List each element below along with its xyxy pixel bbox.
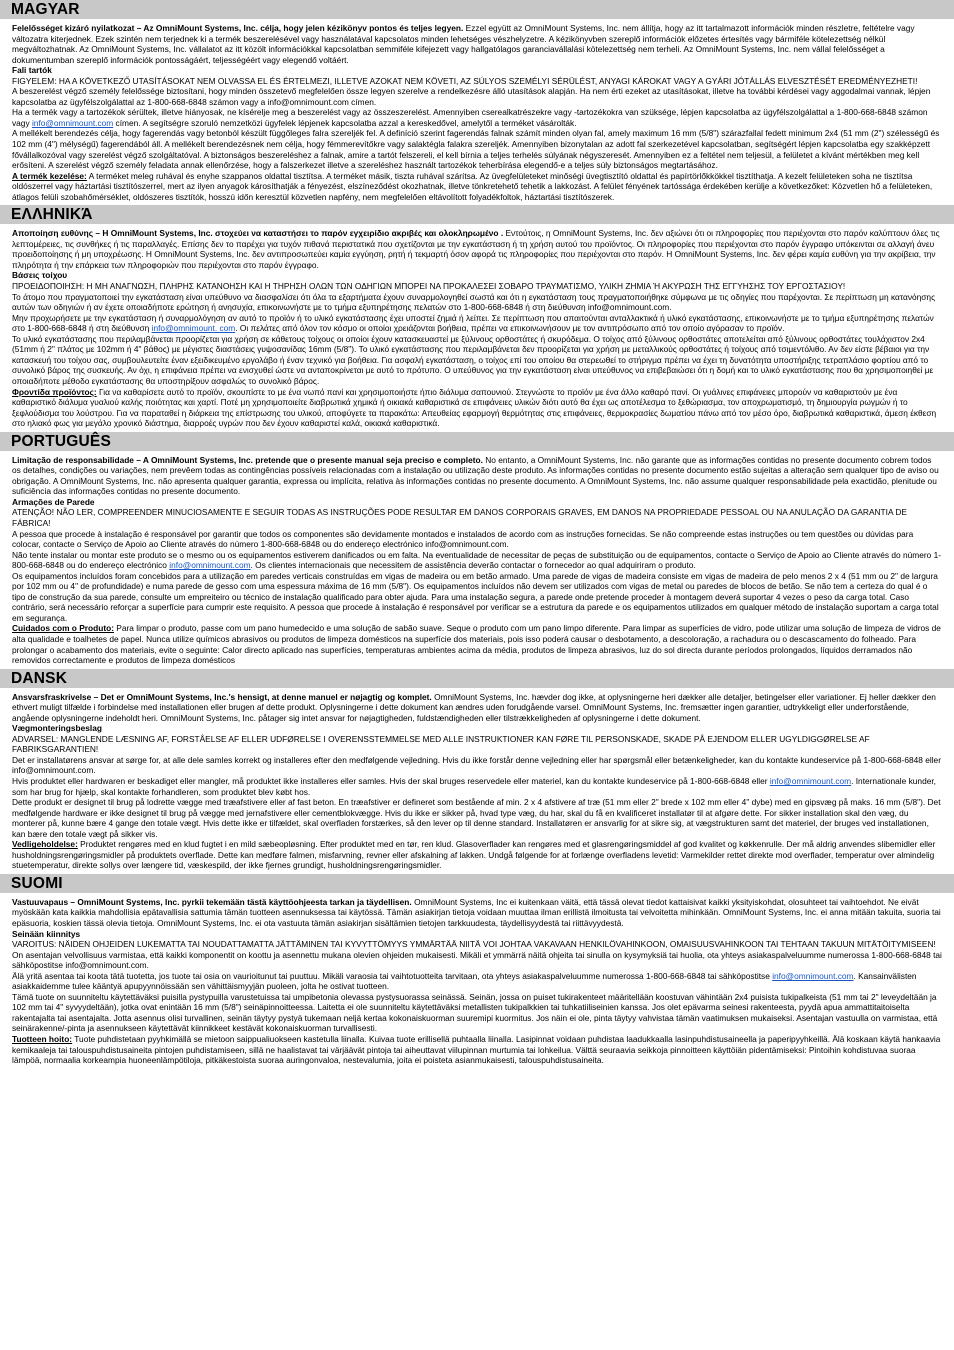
- warning-text: ΠΡΟΕΙΔΟΠΟΙΗΣΗ: Η ΜΗ ΑΝΑΓΝΩΣΗ, ΠΛΗΡΗΣ ΚΑΤΑΝΟΗΣΗ ΚΑΙ Η ΤΗΡΗΣΗ ΟΛΩΝ ΤΩΝ ΟΔΗΓΙΩΝ ΜΠΟΡΕΙ ΝΑ ΠΡΟΚΑΛΕΣΕΙ ΣΟΒΑΡΟ ΤΡΑΥΜΑΤΙΣΜΟ, ΥΛΙΚΗ ΖΗΜΙΑ Ή ΑΚΥΡΩΣΗ ΤΗΣ ΕΓΓΥΗΣΗΣ ΤΟΥ ΕΡΓΟΣΤΑΣΙΟΥ!: [12, 281, 846, 292]
- disclaimer-heading: Αποποίηση ευθύνης – Η OmniMount Systems, Inc. στοχεύει να καταστήσει το παρόν εγχειρίδιο ακριβές και ολοκληρωμένο .: [12, 228, 504, 239]
- section-portugues: [0, 432, 954, 669]
- section-header: DANSK: [0, 669, 954, 688]
- warning-text: VAROITUS: NÄIDEN OHJEIDEN LUKEMATTA TAI NOUDATTAMATTA JÄTTÄMINEN TAI KYVYTTÖMYYS YMMÄRTÄÄ NIITÄ VOI JOHTAA VAKAVAAN HENKILÖVAHINKOON, OMAISUUSVAHINKOON TAI TEHTAAN TAKUUN MITÄTÖITYMISEEN!: [12, 939, 936, 950]
- mount-heading: Fali tartók: [12, 65, 52, 76]
- disclaimer-text: OmniMount Systems, Inc. hævder dog ikke, at oplysningerne heri dækker alle detaljer, betingelser eller variationer. Ej heller dækker den ethvert muligt tilfælde i forbindelse med installationen eller brugen af dette produkt. Oplysningerne i dette dokument kan ændres uden forudgående varsel. OmniMount Systems, Inc. fremsætter ingen garantier, udtrykkeligt eller underforstående, angående oplysningerne indeholdt heri. OmniMount Systems, Inc. påtager sig intet ansvar for nøjagtigheden, fuldstændigheden eller tilstrækkeligheden af oplysningerne i dette dokument.: [12, 691, 936, 723]
- warning-text: FIGYELEM: HA A KÖVETKEZŐ UTASÍTÁSOKAT NEM OLVASSA EL ÉS ÉRTELMEZI, ILLETVE AZOKAT NEM KÖVETI, AZ SÚLYOS SZEMÉLYI SÉRÜLÉST, ANYAGI KÁROKAT VAGY A GYÁRI JÓTÁLLÁS ELVESZTÉSÉT EREDMÉNYEZHETI!: [12, 75, 918, 86]
- section-body: [0, 451, 954, 669]
- section-body: [0, 688, 954, 874]
- care-paragraph: Vedligeholdelse: Produktet rengøres med en klud fugtet i en mild sæbeopløsning. Efter produktet med en tør, ren klud. Glasoverflader kan rengøres med et glasrengøringsmiddel af god kvalitet og køkkenrulle. Der må aldrig anvendes slibemidler eller husholdningsrengøringsmidler på produktets overflade. Dette kan medføre falmen, misfarvning, revner eller afskalning af lakken. Undgå følgende for at forlænge overfladens levetid: Varmekilder rettet direkte mod overflader, temperatur over almindelig stuetemperatur, direkte sollys over længere tid, væskespild, der ikke fjernes grundigt, husholdningsrengøringsmidler.: [12, 839, 936, 871]
- installer-paragraph: A pessoa que procede à instalação é responsável por garantir que todos os componentes são devidamente montados e instalados de acordo com as instruções fornecidas. Se não compreende estas instruções ou tem questões ou dúvidas para colocar, contacte o Serviço de Apoio ao Cliente através do número 1-800-668-6848 ou do endereço electrónico info@omnimount.com.: [12, 528, 914, 550]
- damaged-parts-paragraph: Não tente instalar ou montar este produto se o mesmo ou os equipamentos estiverem danificados ou em falta. Na eventualidade de necessitar de peças de substituição ou de equipamentos, contacte o Serviço de Apoio ao Cliente através do número 1-800-668-6848 ou do endereço electrónico info@omnimount.com. Os clientes internacionais que necessitem de assistência deverão contactar o fornecedor ao qual adquiriram o produto.: [12, 549, 942, 571]
- section-dansk: [0, 669, 954, 874]
- damaged-parts-paragraph: Hvis produktet eller hardwaren er beskadiget eller mangler, må produktet ikke installeres eller samles. Hvis der skal bruges reservedele eller materiel, kan du kontakte kundeservice på 1-800-668-6848 eller info@omnimount.com. Internationale kunder, som har brug for hjælp, skal kontakte forhandleren, som produktet blev købt hos.: [12, 776, 936, 797]
- care-paragraph: A termék kezelése: A terméket meleg ruhával és enyhe szappanos oldattal tisztítsa. A terméket másik, tiszta ruhával szárítsa. Az üvegfelületeket minőségi üvegtisztító oldattal és papírtörlőkkökkel tisztíthatja. A kezelt felületeken soha ne tisztítsa oldószerrel vagy háztartási tisztítószerrel, mert az ilyen anyagok károsíthatják a fényezést, elszíneződést okozhatnak, illetve tönkretehető tehetik a lakkozást. A felület fényének tartóssága érdekében kerülje a következőket: Közvetlen hő a felületeken, átlagos felüli szobahőmérséklet, oldószeres tisztítók, hosszú időn keresztül közvetlen napfény, nem megfelelően eltávolított folyadékfoltok, háztartási tisztítószerek.: [12, 170, 933, 202]
- disclaimer-text: OmniMount Systems, Inc ei kuitenkaan väitä, että tässä olevat tiedot kattaisivat kaikki yksityiskohdat, olosuhteet tai vaihtoehdot. Ne eivät myöskään kata kaikkia mahdollisia epätavallisia sattumia tämän tuotteen asennuksessa tai käytössä. Tämän asiakirjan tietoja voidaan muuttaa ilman erillistä ilmoitusta tai velvoitetta mihinkään. OmniMount Systems, Inc. ei anna mitään takuita, suoria tai epäsuoria, koskien tässä olevia tietoja. OmniMount Systems, Inc. ei ota vastuuta tämän asiakirjan sisältämien tietojen tarkkuudesta, täydellisyydestä tai riittävyydestä.: [12, 896, 941, 929]
- warning-text: ATENÇÃO! NÃO LER, COMPREENDER MINUCIOSAMENTE E SEGUIR TODAS AS INSTRUÇÕES PODE RESULTAR EM DANOS CORPORAIS GRAVES, EM DANOS NA PROPRIEDADE PESSOAL OU NA ANULAÇÃO DA GARANTIA DE FÁBRICA!: [12, 507, 907, 528]
- disclaimer-heading: Limitação de responsabilidade – A OmniMount Systems, Inc. pretende que o presente manual seja preciso e completo.: [12, 454, 483, 465]
- section-header: PORTUGUÊS: [0, 432, 954, 451]
- care-heading: Vedligeholdelse:: [12, 839, 78, 850]
- disclaimer-heading: Vastuuvapaus – OmniMount Systems, Inc. pyrkii tekemään tästä käyttöohjeesta tarkan ja täydellisen.: [12, 896, 412, 907]
- installer-paragraph: On asentajan velvollisuus varmistaa, että kaikki komponentit on koottu ja asennettu mukana olevien ohjeiden mukaisesti. Mikäli et ymmärrä näitä ohjeita tai sinulla on kysymyksiä tai huolia, ota yhteys asiakaspalveluumme numerossa 1-800-668-6848 tai sähköpostitse info@omnimount.com.: [12, 949, 942, 971]
- disclaimer-text: Εντούτοις, η OmniMount Systems, Inc. δεν αξιώνει ότι οι πληροφορίες που περιέχονται στο παρόν καλύπτουν όλες τις λεπτομέρειες, τις συνθήκες ή τις παραλλαγές. Επίσης δεν το παρέχει για τυχόν πιθανά περιστατικά που σχετίζονται με την εγκατάσταση ή τη χρήση αυτού του προϊόντος. Οι πληροφορίες που περιέχονται στο παρόν έγγραφο υπόκεινται σε αλλαγή άνευ προειδοποίησης ή μη υποχρέωσης. Η OmniMount Systems, Inc. δεν αντιπροσωπεύει καμία εγγύηση, ρητή ή τεκμαρτή όσον αφορά τις πληροφορίες που περιέχονται στο παρόν. Η OmniMount Systems, Inc. δεν φέρει καμία ευθύνη για την ακρίβεια, την πληρότητα ή την επάρκεια των πληροφοριών που περιέχονται στο παρόν έγγραφο.: [12, 228, 940, 270]
- installer-paragraph: Det er installatørens ansvar at sørge for, at alle dele samles korrekt og installeres efter den medfølgende vejledning. Hvis du ikke forstår denne vejledning eller har spørgsmål eller betænkeligheder, kan du kontakte kundeservice på 1-800-668-6848 eller info@omnimount.com.: [12, 754, 941, 776]
- email-link[interactable]: info@omnimount.com: [772, 970, 854, 981]
- disclaimer-text: Ezzel együtt az OmniMount Systems, Inc. nem állítja, hogy az itt tartalmazott információk minden részletre, feltételre vagy változatra kiterjednek. Ezek szintén nem terjednek ki a termék beszerelésével vagy használatával kapcsolatos minden lehetséges vészhelyzetre. A kézikönyvben szereplő információk előzetes értesítés vagy bármiféle kötelezettség nélkül megváltozhatnak. Az OmniMount Systems, Inc. vállalatot az itt közölt információkkal kapcsolatban semmiféle kifejezett vagy hallgatólagos garanciavállalási kötelezettség nem terheli. Az OmniMount Systems, Inc. nem vállal felelősséget a dokumentumban szereplő információk pontosságáért, teljességéért vagy elegendő voltáért.: [12, 23, 915, 65]
- damaged-parts-paragraph: Μην προχωρήσετε με την εγκατάσταση ή συναρμολόγηση αν αυτό το προϊόν ή το υλικό εγκατάστασης έχει υποστεί ζημιά ή λείπει. Σε περίπτωση που απαιτούνται ανταλλακτικά ή υλικό εγκατάστασης, επικοινωνήστε με το τμήμα εξυπηρέτησης πελατών στο 1-800-668-6848 ή στη διεύθυνση info@omnimount. com. Οι πελάτες από όλον τον κόσμο οι οποίοι χρειάζονται βοήθεια, πρέπει να επικοινωνήσουν με τον αντιπρόσωπο από τον οποίο αγόρασαν το προϊόν.: [12, 312, 934, 334]
- disclaimer-paragraph: [12, 455, 942, 497]
- disclaimer-heading: Ansvarsfraskrivelse – Det er OmniMount Systems, Inc.'s hensigt, at denne manuel er nøjagtig og komplet.: [12, 691, 432, 702]
- damaged-parts-paragraph: Älä yritä asentaa tai koota tätä tuotetta, jos tuote tai osia on vaurioitunut tai puuttuu. Mikäli varaosia tai vaihtotuotteita tarvitaan, ota yhteys asiakaspalveluumme numerossa 1-800-668-6848 tai sähköpostitse info@omnimount.com. Kansainvälisten asiakkaidemme tulee kääntyä apupyynnöissään sen vähittäismyyjän puoleen, jolta he ostivat tuotteen.: [12, 970, 917, 992]
- wall-type-paragraph: Os equipamentos incluídos foram concebidos para a utilização em paredes verticais construídas em vigas de madeira ou em betão armado. Uma parede de vigas de madeira consiste em vigas de madeira de pelo menos 2 x 4 (51 mm ou 2" de largura por 102 mm ou 4" de profundidade) e numa parede de gesso com uma espessura máxima de 16 mm (5/8"). Os equipamentos incluídos não devem ser utilizados com vigas de metal ou paredes de blocos de betão. Se não tem a certeza do qual é o tipo de construção da sua parede, consulte um empreiteiro ou técnico de instalação qualificado para obter ajuda. Para uma instalação segura, a parede onde pretende proceder à montagem deverá suportar 4 vezes o peso da carga total. Caso contrário, será necessário reforçar a superfície para cumprir este requisito. A pessoa que procede à instalação é responsável por verificar se a estrutura da parede e os equipamentos utilizados em qualquer método de instalação suportam a carga total em segurança.: [12, 570, 939, 623]
- mount-heading: Vægmonteringsbeslag: [12, 723, 102, 734]
- mount-heading: Armações de Parede: [12, 496, 95, 507]
- warning-text: ADVARSEL: MANGLENDE LÆSNING AF, FORSTÅELSE AF ELLER UDFØRELSE I OVERENSSTEMMELSE MED ALLE INSTRUKTIONER KAN FØRE TIL PERSONSKADE, SKADE PÅ EJENDOM ELLER UGYLDIGGØRELSE AF FABRIKSGARANTIEN!: [12, 733, 870, 755]
- care-paragraph: Cuidados com o Produto: Para limpar o produto, passe com um pano humedecido e uma solução de sabão suave. Seque o produto com um pano limpo diferente. Para limpar as superfícies de vidro, pode utilizar uma solução de limpeza de vidros de alta qualidade e toalhetes de papel. Nunca utilize químicos abrasivos ou produtos de limpeza domésticos na superfície dos materiais, pois isso poderá causar o desbotamento, a descoloração, a rachadura ou o descascamento do folheado. Para prolongar o acabamento dos materiais, evite o seguinte: Calor directo aplicado nas superfícies, temperaturas ambientes acima da média, produtos de limpeza abrasivos, luz do sol directa durante períodos prolongados, líquidos derramados não removidos correctamente e produtos de limpeza domésticos: [12, 623, 941, 666]
- care-heading: Cuidados com o Produto:: [12, 623, 114, 634]
- care-heading: Tuotteen hoito:: [12, 1034, 73, 1045]
- damaged-parts-paragraph: Ha a termék vagy a tartozékok sérültek, illetve hiányosak, ne kísérelje meg a beszerelést vagy az összeszerelést. Amennyiben cserealkatrészekre vagy -tartozékokra van szüksége, lépjen kapcsolatba az ügyfélszolgálattal a 1-800-668-6848 számon vagy info@omnimount.com címen. A segítségre szoruló nemzetközi ügyfelek lépjenek kapcsolatba azzal a kereskedővel, amelytől a terméket vásárolták.: [12, 107, 928, 128]
- disclaimer-paragraph: [12, 897, 942, 929]
- disclaimer-paragraph: [12, 228, 942, 270]
- email-link[interactable]: info@omnimount.com: [31, 117, 114, 128]
- care-heading: A termék kezelése:: [12, 170, 87, 181]
- disclaimer-heading: Felelősséget kizáró nyilatkozat – Az OmniMount Systems, Inc. célja, hogy jelen kézikönyv pontos és teljes legyen.: [12, 23, 464, 33]
- section-header: MAGYAR: [0, 0, 954, 19]
- wall-type-paragraph: Dette produkt er designet til brug på lodrette vægge med træafstivere eller af fast beton. En træafstiver er defineret som bestående af min. 2 x 4 afstivere af træ (51 mm eller 2" brede x 102 mm eller 4" dybe) med en gipsvæg på maks. 16 mm (5/8"). Det medfølgende hardware er ikke designet til brug på vægge med jernafstivere eller cementblokvægge. Hvis du ikke er sikker på, hvad type væg, du har, skal du få en kvalificeret installatør til at afgøre dette. For sikker installation skal den væg, du monterer på, kunne bære 4 gange den totale vægt. Hvis dette ikke er tilfældet, skal overfladen forstærkes, så den lever op til denne standard. Installatøren er ansvarlig for at sikre sig, at vægstrukturen samt det materiel, der bruges ved installationen, kan bære den totale vægt på sikker vis.: [12, 797, 941, 839]
- care-paragraph: Tuotteen hoito: Tuote puhdistetaan pyyhkimällä se mietoon saippualiuokseen kastetulla liinalla. Kuivaa tuote erillisellä puhtaalla liinalla. Lasipinnat voidaan puhdistaa laadukkaalla lasinpuhdistusaineella ja paperipyyhkeillä. Älä koskaan käytä hankaavia kemikaaleja tai talouspuhdistusaineita pintojen puhdistamiseen, sillä ne haalistavat tai värjäävät pintoja tai aiheuttavat viilupinnan murtumia tai lohkeilua. Välttä seuraavia seikkoja pinnoitteen käyttöiän pidentämiseksi: Pintoihin kohdistuvaa suoraa lämpöä, normaalia korkeampia huoneenlämpötiloja, pitkäkestoista suoraa auringonvaloa, nestevalumia, joita ei poisteta asianmukaisesti, talouspuhdistusaineita.: [12, 1034, 941, 1066]
- disclaimer-text: No entanto, a OmniMount Systems, Inc. não garante que as informações contidas no presente documento cobrem todos os detalhes, condições ou variações, nem prevêem todas as contingências possíveis relacionadas com a instalação ou utilização deste produto. As informações contidas no presente documento estão sujeitas a alteração sem qualquer tipo de aviso ou obrigação. A OmniMount Systems, Inc. não apresenta qualquer garantia, expressa ou implícita, relativa às informações contidas no presente documento. A OmniMount Systems, Inc. não assume qualquer responsabilidade pela exactidão, plenitude ou suficiência das informações contidas no presente documento.: [12, 454, 939, 497]
- mount-heading: Seinään kiinnitys: [12, 928, 81, 939]
- care-paragraph: Φροντίδα προϊόντος: Για να καθαρίσετε αυτό το προϊόν, σκουπίστε το με ένα νωπό πανί και χρησιμοποιήστε ήπιο διάλυμα σαπουνιού. Στεγνώστε το προϊόν με ένα άλλο καθαρό πανί. Οι γυάλινες επιφάνειες μπορούν να καθαριστούν με ένα καθαριστικό διάλυμα γυαλιού καλής ποιότητας και χαρτί. Ποτέ μη χρησιμοποιείτε διαβρωτικά χημικά ή οικιακά καθαριστικά σε επιφάνειες υλικών διότι αυτό θα έχει ως αποτέλεσμα το ξεθώριασμα, τον αποχρωματισμό, τη δημιουργία ρωγμών ή το ξεφλούδισμα του λούστρου. Για να παραταθεί η διάρκεια της επίστρωσης του υλικού, αποφύγετε τα παρακάτω: Απευθείας εφαρμογή θερμότητας στις επιφάνειες, θερμοκρασίες δωματίου πάνω από τον μέσο όρο, διαβρωτικά καθαριστικά, άμεση έκθεση στο ηλιακό φως για μεγάλο χρονικό διάστημα, διαρροές υγρών που δεν έχουν καθαριστεί καλά, οικιακά καθαριστικά.: [12, 386, 937, 429]
- section-suomi: [0, 874, 954, 1069]
- section-header: ΕΛΛΗΝΙΚΆ: [0, 205, 954, 224]
- installer-paragraph: Το άτομο που πραγματοποιεί την εγκατάσταση είναι υπεύθυνο να διασφαλίσει ότι όλα τα εξαρτήματα έχουν συναρμολογηθεί σωστά και ότι η εγκατάσταση τους πραγματοποιήθηκε σύμφωνα με τις οδηγίες που παρέχονται. Σε περίπτωση μη κατανόησης αυτών των οδηγιών ή αν έχετε οποιαδήποτε ερώτηση ή ανησυχία, επικοινωνήστε με το τμήμα εξυπηρέτησης πελατών στο 1-800-668-6848 ή στη διεύθυνση info@omnimount.com.: [12, 291, 936, 313]
- section-body: [0, 224, 954, 431]
- care-heading: Φροντίδα προϊόντος:: [12, 386, 97, 397]
- section-magyar: [0, 0, 954, 205]
- email-link[interactable]: info@omnimount.com: [769, 776, 852, 786]
- wall-type-paragraph: Tämä tuote on suunniteltu käytettäväksi puisilla pystypuilla varustetuissa tai umpibetonia olevassa pystysuorassa seinässä. Seinän, jossa on puiset tukirakenteet määritellään koostuvan vähintään 2x4 puisista tukipalkeista (51 mm tai 2" leveydeltään ja 102 mm tai 4" syvyydeltään), jotka ovat enintään 16 mm (5/8") seinäpinnoitteessa. Laitetta ei ole suunniteltu käytettäväksi metallisten tukipalkkien tai tuhkatiiliseinien kanssa. Jos olet epävarma seinesi rakenteesta, pyydä apua ammattitaitoiselta rakentajalta tai asentajalta. Jotta asennus olisi turvallinen, seinän täytyy pystyä tukemaan neljä kertaa kokonaiskuorman suuremipi kuormitus. Jos näin ei ole, pinta täytyy vahvistaa tämän vaatimuksen mukaiseksi. Asentajan vastuulla on varmistaa, että seinärakenne/-pinta ja asennukseen käytettävät kiinnikkeet kestävät kokonaiskuorman turvallisesti.: [12, 991, 938, 1034]
- section-body: [0, 893, 954, 1069]
- disclaimer-paragraph: [12, 23, 942, 65]
- mount-heading: Βάσεις τοίχου: [12, 270, 68, 281]
- wall-type-paragraph: A mellékelt berendezés célja, hogy fagerendás vagy betonból készült függőleges falra szereljék fel. A definíció szerint fagerendás falnak számít minden olyan fal, amely maximum 16 mm (5/8") szárazfallal fedett minimum 2x4 (51 mm (2") szélességű és 102 mm (4") mélységű) fagerendából áll. A mellékelt berendezésnek nem célja, hogy fémmerevítőkre vagy salaktégla falakra szereljék. Amennyiben bizonytalan az adott fal szerkezetével kapcsolatban, segítségért lépjen kapcsolatba egy szakképzett fővállalkozóval vagy szerelést végző szolgáltatóval. A biztonságos beszereléshez a falnak, amire a tartót felszereli, el kell bírnia a teljes terhelés súlyának négyszeresét. Amennyiben ez a feltétel nem teljesül, a felületet a kívánt mértékben meg kell erősíteni. A szerelést végző személy feladata annak ellenőrzése, hogy a falszerkezet illetve a szereléshez használt tartozékok teherbírása elegendő-e a teljes súly biztonságos megtartásához.: [12, 128, 940, 171]
- installer-paragraph: A beszerelést végző személy felelőssége biztosítani, hogy minden összetevő megfelelően össze legyen szerelve a rendelkezésre álló utasítások alapján. Ha nem érti ezeket az utasításokat, illetve ha további kérdései vagy aggodalmai vannak, lépjen kapcsolatba az ügyfélszolgálattal az 1-800-668-6848 számon vagy a info@omnimount.com címen.: [12, 86, 931, 107]
- disclaimer-paragraph: [12, 692, 942, 724]
- email-link[interactable]: info@omnimount.com: [169, 560, 251, 571]
- section-body: [0, 19, 954, 205]
- wall-type-paragraph: Το υλικό εγκατάστασης που περιλαμβάνεται προορίζεται για χρήση σε κάθετους τοίχους οι οποίοι έχουν κατασκευαστεί με ξύλινους ορθοστάτες ή σκυρόδεμα. Ο τοίχος από ξύλινους ορθοστάτες αποτελείται από ξύλινους ορθοστάτες τουλάχιστον 2x4 (51mm ή 2" πλάτος με 102mm ή 4" βάθος) με μέγιστες διαστάσεις γυψοσανίδας 16mm (5/8"). Το υλικό εγκατάστασης που περιλαμβάνεται δεν προορίζεται για χρήση με μεταλλικούς ορθοστάτες ή τοίχους από τσιμεντόλιθο. Αν δεν είστε βέβαιοι για την κατασκευή του τοίχου σας, συμβουλευτείτε έναν εξειδικευμένο εργολάβο ή έναν τεχνικό για βοήθεια. Για ασφαλή εγκατάσταση, ο τοίχος επί του οποίου θα στερεωθεί το στήριγμα πρέπει να έχει τη δυνατότητα υποστήριξης τετραπλάσιο φορτίου από το συνολικό βάρος της συσκευής. Αν όχι, η επιφάνεια πρέπει να ενισχυθεί ώστε να ανταποκρίνεται με αυτό το πρότυπο. Ο υπεύθυνος για την εγκατάσταση είναι υπεύθυνος να επιβεβαιώσει ότι η δομή και το υλικό εγκατάστασης που θα χρησιμοποιηθεί με οποιαδήποτε μέθοδο εγκατάστασης θα υποστηρίξουν ασφαλώς το συνολικό βάρος.: [12, 333, 934, 386]
- section-header: SUOMI: [0, 874, 954, 893]
- email-link[interactable]: info@omnimount. com: [151, 323, 236, 334]
- section-greek: [0, 205, 954, 431]
